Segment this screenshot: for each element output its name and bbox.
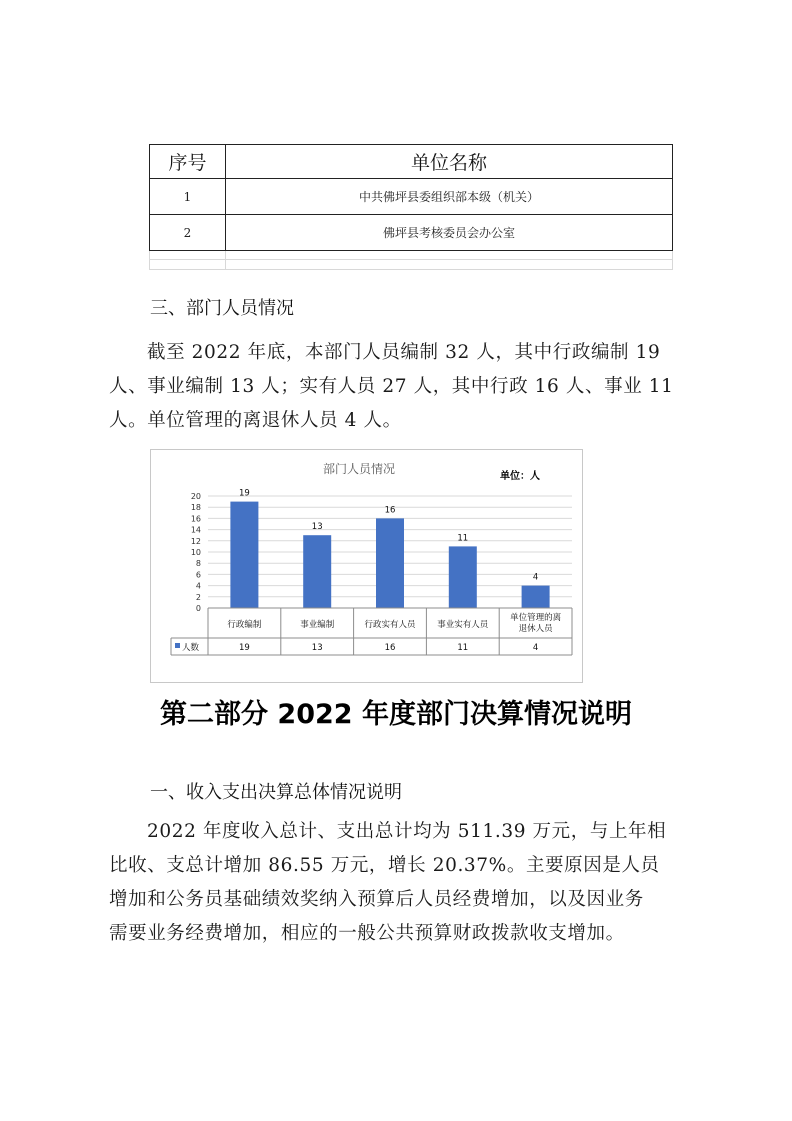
paragraph-line: 增加和公务员基础绩效奖纳入预算后人员经费增加，以及因业务 <box>109 889 644 910</box>
bar <box>230 502 258 608</box>
column-header-number: 序号 <box>150 145 226 179</box>
empty-cell <box>150 260 226 270</box>
chart-canvas <box>151 450 584 684</box>
paragraph-line: 需要业务经费增加，相应的一般公共预算财政拨款收支增加。 <box>109 923 625 944</box>
empty-cell <box>226 251 673 260</box>
paragraph-line: 比收、支总计增加 86.55 万元，增长 20.37%。主要原因是人员 <box>109 855 660 876</box>
data-label: 11 <box>457 533 469 544</box>
paragraph-line <box>109 336 701 370</box>
table-value: 19 <box>238 643 250 653</box>
empty-cell <box>150 251 226 260</box>
paragraph-line: 人。单位管理的离退休人员 4 人。 <box>109 410 402 431</box>
y-tick-label: 20 <box>190 492 201 501</box>
y-tick-label: 8 <box>195 559 201 569</box>
line-text: 截至 2022 年底，本部门人员编制 32 人，其中行政编制 19 <box>147 342 661 363</box>
paragraph-line <box>109 815 701 849</box>
table-value: 4 <box>532 643 539 653</box>
category-label: 退休人员 <box>518 624 553 634</box>
legend-label: 人数 <box>182 643 200 653</box>
empty-row <box>150 251 673 260</box>
unit-name: 中共佛坪县委组织部本级（机关） <box>226 179 673 215</box>
bar <box>376 518 404 608</box>
unit-table <box>149 144 673 270</box>
row-number: 2 <box>150 215 226 251</box>
table-value: 13 <box>311 643 323 653</box>
section-heading-income-expenditure: 一、收入支出决算总体情况说明 <box>150 782 402 803</box>
table-header-row <box>150 145 673 179</box>
column-header-unit-name: 单位名称 <box>226 145 673 179</box>
bar <box>449 546 477 608</box>
data-label: 13 <box>311 522 323 533</box>
part-two-title: 第二部分 2022 年度部门决算情况说明 <box>160 699 632 730</box>
category-label: 单位管理的离 <box>510 613 562 623</box>
y-tick-label: 4 <box>195 581 201 591</box>
section-heading-staff: 三、部门人员情况 <box>150 298 294 319</box>
chart-title: 部门人员情况 <box>323 462 396 476</box>
unit-name: 佛坪县考核委员会办公室 <box>226 215 673 251</box>
legend-swatch <box>175 643 180 648</box>
category-label: 事业实有人员 <box>437 620 489 630</box>
table-row <box>150 179 673 215</box>
row-number: 1 <box>150 179 226 215</box>
y-tick-label: 0 <box>195 604 201 613</box>
category-label: 行政实有人员 <box>364 620 416 630</box>
y-tick-label: 10 <box>190 548 201 557</box>
bar <box>303 535 331 608</box>
y-tick-label: 18 <box>190 503 201 513</box>
data-label: 16 <box>384 505 396 516</box>
category-label: 事业编制 <box>300 620 335 630</box>
y-tick-label: 12 <box>190 536 201 546</box>
staff-paragraph <box>109 336 701 438</box>
table-value: 11 <box>457 643 469 653</box>
bar <box>522 586 550 608</box>
table-row <box>150 215 673 251</box>
paragraph-line: 人、事业编制 13 人；实有人员 27 人，其中行政 16 人、事业 11 <box>109 376 674 397</box>
y-tick-label: 2 <box>195 592 201 602</box>
income-paragraph <box>109 815 701 951</box>
empty-cell <box>226 260 673 270</box>
data-label: 4 <box>532 572 539 583</box>
table-value: 16 <box>384 643 396 653</box>
data-label: 19 <box>238 488 250 499</box>
staff-bar-chart <box>150 449 583 683</box>
empty-row <box>150 260 673 270</box>
category-label: 行政编制 <box>227 620 262 630</box>
y-tick-label: 14 <box>190 525 201 535</box>
y-tick-label: 16 <box>190 514 201 524</box>
chart-unit-note: 单位：人 <box>500 471 540 482</box>
y-tick-label: 6 <box>195 570 201 580</box>
line-text: 2022 年度收入总计、支出总计均为 511.39 万元，与上年相 <box>147 821 667 842</box>
